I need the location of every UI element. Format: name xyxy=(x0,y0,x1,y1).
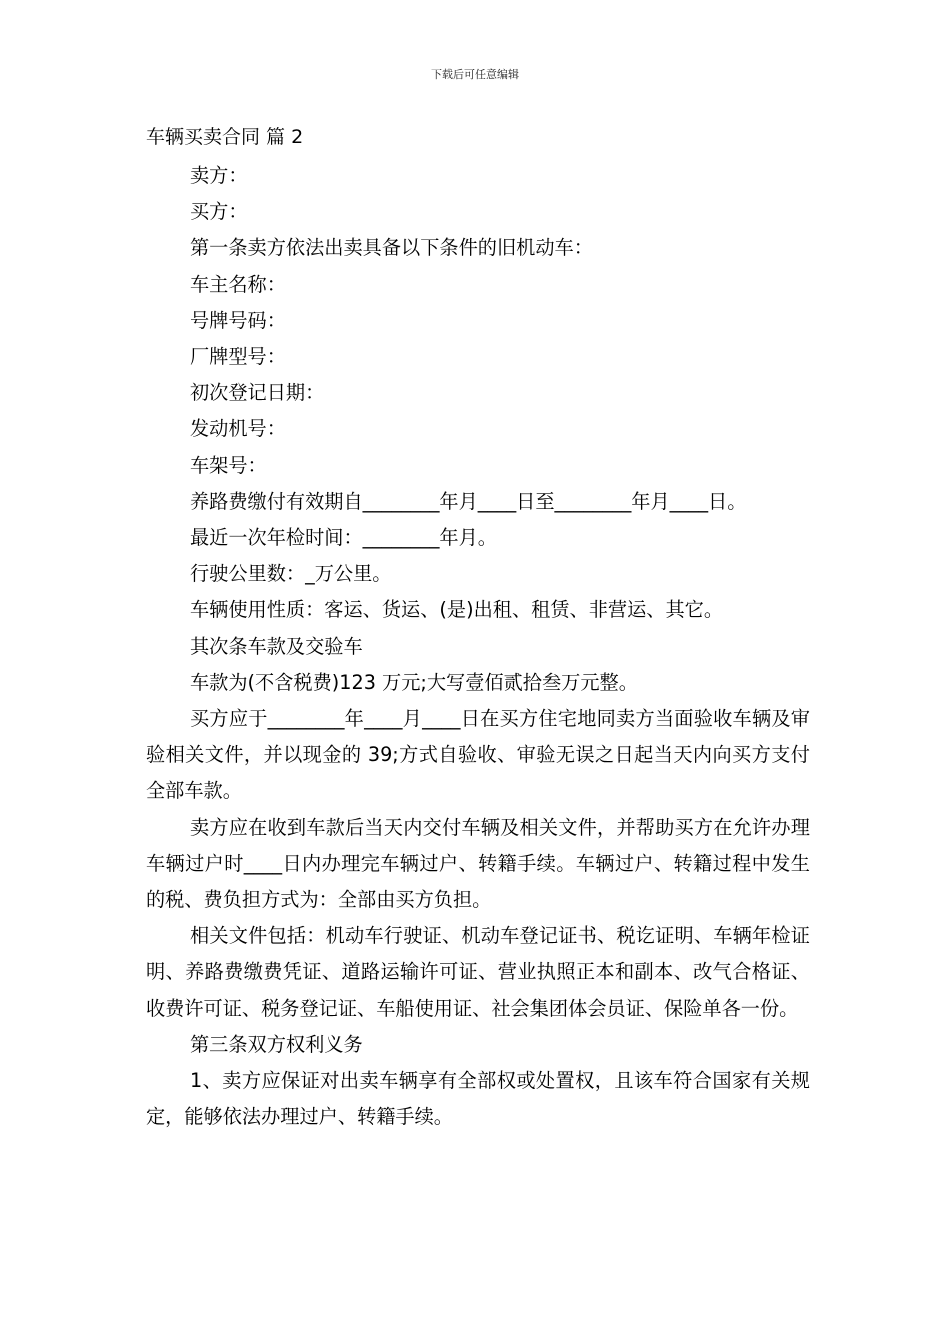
paragraph-seller: 卖方： xyxy=(190,164,248,187)
paragraph-plate-number: 号牌号码： xyxy=(190,308,286,332)
paragraph-article-3: 第三条双方权利义务 xyxy=(190,1032,363,1056)
paragraph-usage-nature: 车辆使用性质：客运、货运、(是)出租、租赁、非营运、其它。 xyxy=(190,598,724,622)
paragraph-brand-model: 厂牌型号： xyxy=(190,345,286,369)
document-body xyxy=(146,158,810,1135)
paragraph-engine-number: 发动机号： xyxy=(190,417,286,441)
paragraph-related-documents: 相关文件包括：机动车行驶证、机动车登记证书、税讫证明、车辆年检证明、养路费缴费凭证、道路运输许可证、营业执照正本和副本、改气合格证、收费许可证、税务登记证、车船使用证、社会集团体会员证、保险单各一份。 xyxy=(146,924,810,1020)
paragraph-mileage: 行驶公里数：_万公里。 xyxy=(190,562,392,586)
paragraph-seller-delivery: 卖方应在收到车款后当天内交付车辆及相关文件，并帮助买方在允许办理车辆过户时____日内办理完车辆过户、转籍手续。车辆过户、转籍过程中发生的税、费负担方式为：全部由买方负担。 xyxy=(146,815,810,912)
paragraph-frame-number: 车架号： xyxy=(190,453,267,477)
paragraph-article-2: 其次条车款及交验车 xyxy=(190,634,363,658)
paragraph-first-registration: 初次登记日期： xyxy=(190,381,325,405)
paragraph-buyer-payment: 买方应于________年____月____日在买方住宅地同卖方当面验收车辆及审验相关文件，并以现金的 39;方式自验收、审验无误之日起当天内向买方支付全部车款。 xyxy=(146,707,810,803)
paragraph-price: 车款为(不含税费)123 万元;大写壹佰贰拾叁万元整。 xyxy=(190,670,638,694)
paragraph-owner-name: 车主名称： xyxy=(190,272,286,296)
document-title: 车辆买卖合同 篇 2 xyxy=(146,126,304,148)
paragraph-seller-guarantee: 1、卖方应保证对出卖车辆享有全部权或处置权，且该车符合国家有关规定，能够依法办理过户、转籍手续。 xyxy=(146,1069,810,1129)
page-header-note: 下载后可任意编辑 xyxy=(431,68,519,81)
paragraph-road-fee-period: 养路费缴付有效期自________年月____日至________年月____日。 xyxy=(190,489,747,513)
paragraph-article-1: 第一条卖方依法出卖具备以下条件的旧机动车： xyxy=(190,236,593,260)
paragraph-last-inspection: 最近一次年检时间：________年月。 xyxy=(190,526,497,550)
paragraph-buyer: 买方： xyxy=(190,200,248,224)
